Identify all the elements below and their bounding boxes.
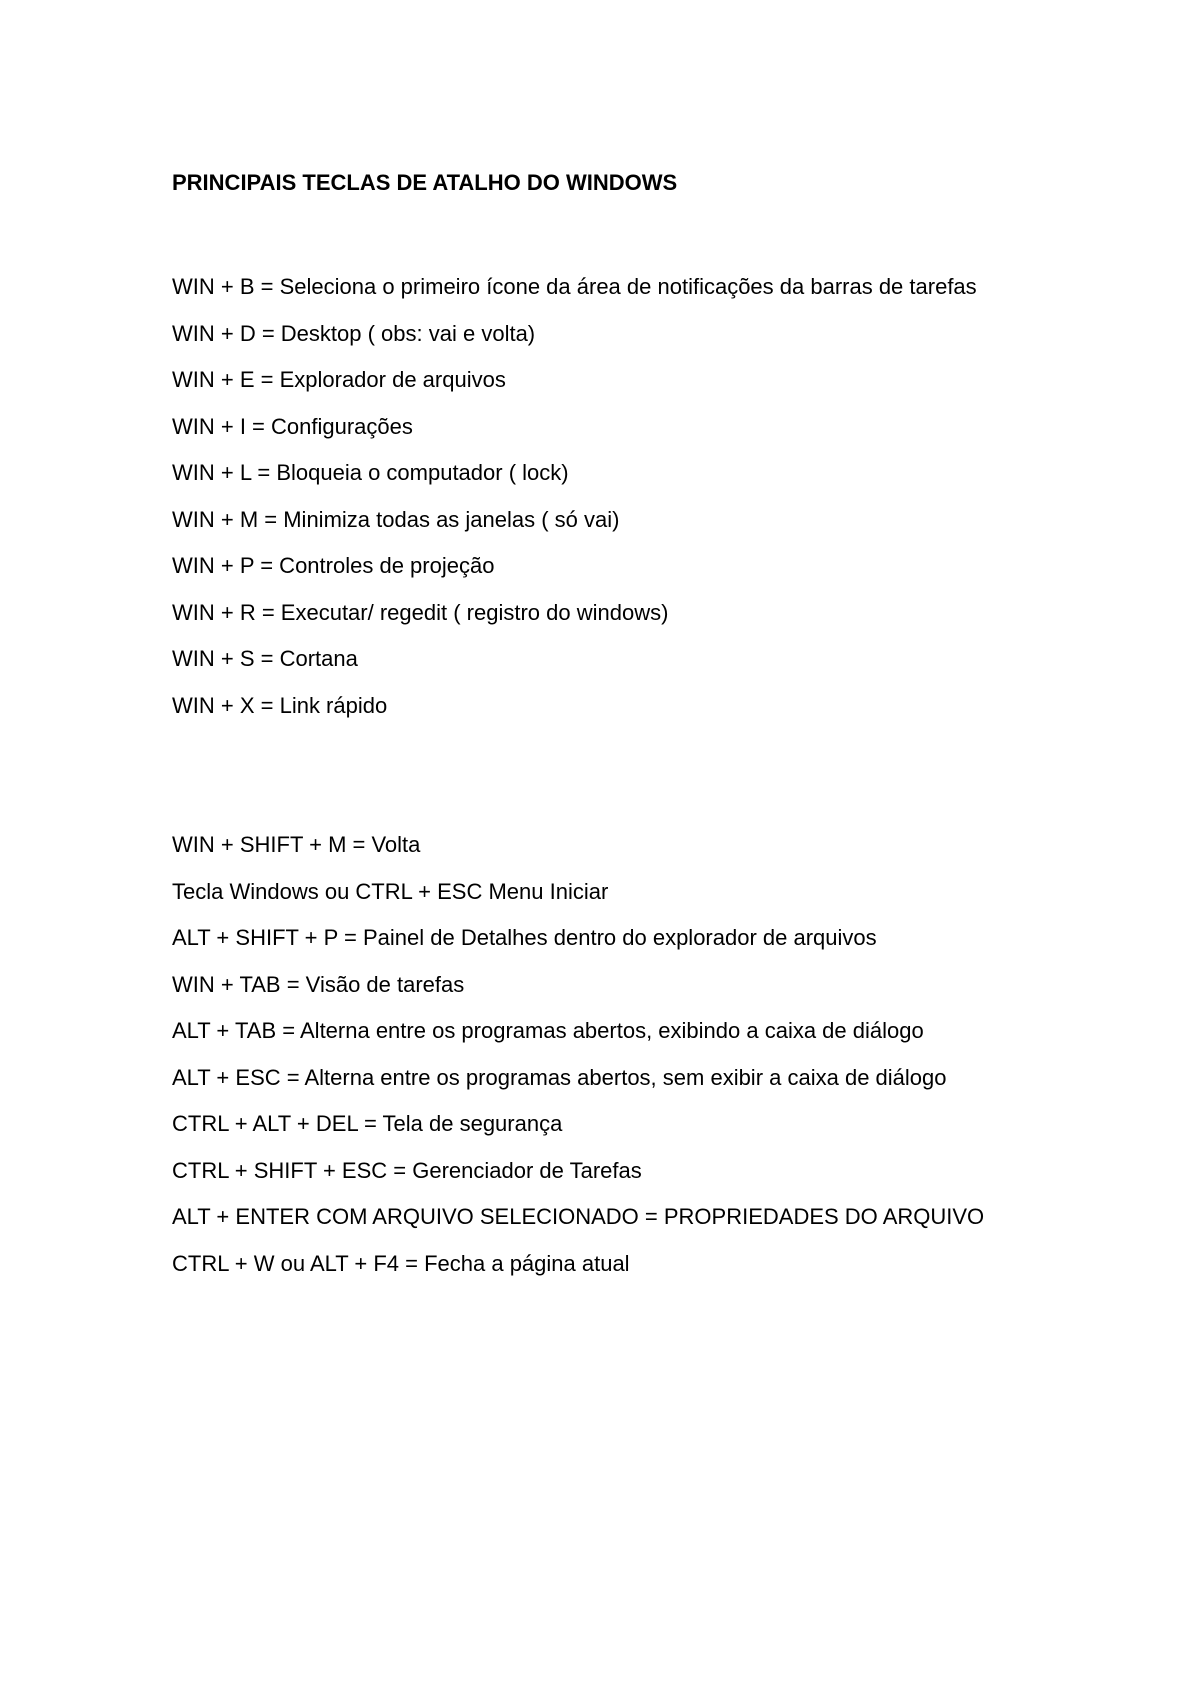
shortcut-line: WIN + D = Desktop ( obs: vai e volta) (172, 320, 536, 346)
shortcut-line: WIN + M = Minimiza todas as janelas ( só vai) (172, 506, 620, 532)
shortcut-line: Tecla Windows ou CTRL + ESC Menu Iniciar (172, 878, 609, 904)
shortcut-line: WIN + X = Link rápido (172, 692, 388, 718)
shortcut-line: WIN + E = Explorador de arquivos (172, 367, 506, 392)
shortcut-line: ALT + SHIFT + P = Painel de Detalhes dentro do explorador de arquivos (172, 925, 877, 950)
shortcut-line: WIN + R = Executar/ regedit ( registro do windows) (172, 599, 669, 625)
shortcut-line: CTRL + SHIFT + ESC = Gerenciador de Tarefas (172, 1157, 642, 1183)
shortcut-line: WIN + L = Bloqueia o computador ( lock) (172, 460, 569, 485)
shortcut-line: CTRL + ALT + DEL = Tela de segurança (172, 1111, 563, 1136)
document-content (172, 170, 1172, 1287)
shortcut-line: WIN + S = Cortana (172, 646, 358, 671)
shortcut-line: WIN + TAB = Visão de tarefas (172, 971, 465, 997)
shortcut-list-win (172, 264, 1172, 729)
shortcut-line: WIN + I = Configurações (172, 413, 413, 439)
shortcut-line: WIN + SHIFT + M = Volta (172, 832, 421, 857)
document-title: PRINCIPAIS TECLAS DE ATALHO DO WINDOWS (172, 170, 678, 195)
shortcut-line: ALT + ESC = Alterna entre os programas abertos, sem exibir a caixa de diálogo (172, 1064, 947, 1090)
shortcut-line: WIN + P = Controles de projeção (172, 553, 495, 578)
shortcut-line: CTRL + W ou ALT + F4 = Fecha a página atual (172, 1250, 630, 1276)
shortcut-list-other (172, 822, 1172, 1287)
shortcut-line: ALT + ENTER COM ARQUIVO SELECIONADO = PROPRIEDADES DO ARQUIVO (172, 1204, 985, 1229)
shortcut-line: WIN + B = Seleciona o primeiro ícone da área de notificações da barras de tarefas (172, 274, 977, 299)
shortcut-line: ALT + TAB = Alterna entre os programas abertos, exibindo a caixa de diálogo (172, 1018, 924, 1043)
